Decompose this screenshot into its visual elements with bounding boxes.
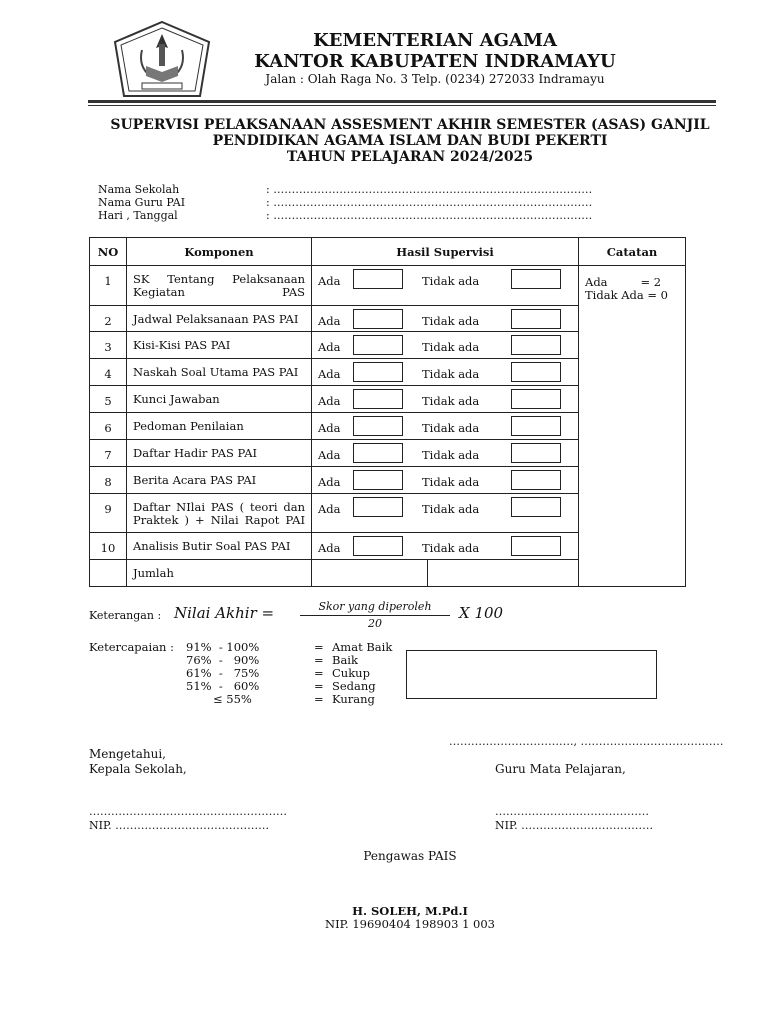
guru-nip-line: NIP. ……………………………… bbox=[495, 819, 654, 832]
ada-checkbox[interactable] bbox=[353, 416, 403, 436]
header-komponen: Komponen bbox=[127, 238, 312, 266]
tidak-checkbox[interactable] bbox=[511, 536, 561, 556]
row-no: 8 bbox=[90, 467, 127, 494]
header-divider-thin bbox=[88, 105, 716, 106]
row-komponen: Kisi-Kisi PAS PAI bbox=[127, 332, 312, 359]
keterangan-label: Keterangan : bbox=[89, 609, 162, 622]
level-range: 51% - 60% bbox=[186, 679, 260, 693]
ada-label: Ada bbox=[318, 274, 341, 288]
row-no: 5 bbox=[90, 386, 127, 413]
level-grade: Cukup bbox=[332, 666, 370, 680]
ada-label: Ada bbox=[318, 475, 341, 489]
pengawas-name: H. SOLEH, M.Pd.I bbox=[352, 904, 468, 918]
ketercapaian-label: Ketercapaian : bbox=[89, 640, 174, 654]
tidak-checkbox[interactable] bbox=[511, 443, 561, 463]
tidak-checkbox[interactable] bbox=[511, 309, 561, 329]
row-komponen: Daftar Hadir PAS PAI bbox=[127, 440, 312, 467]
pengawas-nip: NIP. 19690404 198903 1 003 bbox=[325, 917, 495, 931]
info-label-date: Hari , Tanggal bbox=[98, 209, 178, 222]
ada-label: Ada bbox=[318, 541, 341, 555]
catatan-line-2: Tidak Ada = 0 bbox=[585, 288, 668, 302]
level-eq: = bbox=[314, 692, 324, 706]
ada-checkbox[interactable] bbox=[353, 269, 403, 289]
formula-numerator: Skor yang diperoleh bbox=[318, 600, 432, 613]
row-no: 7 bbox=[90, 440, 127, 467]
formula-denominator: 20 bbox=[368, 617, 382, 630]
jumlah-ada-cell[interactable] bbox=[312, 560, 428, 587]
header-catatan: Catatan bbox=[579, 238, 686, 266]
ada-checkbox[interactable] bbox=[353, 443, 403, 463]
level-eq: = bbox=[314, 640, 324, 654]
ada-checkbox[interactable] bbox=[353, 389, 403, 409]
header-line-1: KEMENTERIAN AGAMA bbox=[313, 30, 557, 51]
supervision-table bbox=[89, 237, 686, 587]
jumlah-tidak-cell[interactable] bbox=[428, 560, 579, 587]
tidak-label: Tidak ada bbox=[422, 502, 480, 516]
tidak-checkbox[interactable] bbox=[511, 416, 561, 436]
row-no: 4 bbox=[90, 359, 127, 386]
header-divider-thick bbox=[88, 100, 716, 103]
formula-fraction-line bbox=[300, 615, 450, 616]
tidak-label: Tidak ada bbox=[422, 394, 480, 408]
row-no: 6 bbox=[90, 413, 127, 440]
result-box[interactable] bbox=[406, 650, 657, 699]
tidak-checkbox[interactable] bbox=[511, 470, 561, 490]
tidak-checkbox[interactable] bbox=[511, 269, 561, 289]
ada-label: Ada bbox=[318, 367, 341, 381]
tidak-checkbox[interactable] bbox=[511, 497, 561, 517]
tidak-label: Tidak ada bbox=[422, 475, 480, 489]
info-label-teacher: Nama Guru PAI bbox=[98, 196, 186, 209]
tidak-label: Tidak ada bbox=[422, 314, 480, 328]
info-value-teacher: : …………………………………………………………………………… bbox=[266, 196, 593, 209]
ada-label: Ada bbox=[318, 448, 341, 462]
ada-checkbox[interactable] bbox=[353, 309, 403, 329]
formula-lhs: Nilai Akhir = bbox=[174, 604, 275, 622]
tidak-checkbox[interactable] bbox=[511, 362, 561, 382]
jumlah-label: Jumlah bbox=[127, 560, 312, 587]
tidak-checkbox[interactable] bbox=[511, 389, 561, 409]
ada-label: Ada bbox=[318, 421, 341, 435]
row-no: 1 bbox=[90, 266, 127, 306]
row-komponen: Jadwal Pelaksanaan PAS PAI bbox=[127, 306, 312, 332]
ada-checkbox[interactable] bbox=[353, 335, 403, 355]
level-eq: = bbox=[314, 679, 324, 693]
place-date-line: ……………………………., ………………………………… bbox=[449, 735, 724, 748]
jumlah-no-cell bbox=[90, 560, 127, 587]
ada-checkbox[interactable] bbox=[353, 497, 403, 517]
level-range: ≤ 55% bbox=[213, 692, 252, 706]
pengawas-title: Pengawas PAIS bbox=[363, 849, 457, 863]
row-komponen: Naskah Soal Utama PAS PAI bbox=[127, 359, 312, 386]
catatan-cell bbox=[579, 266, 686, 587]
row-komponen: SK Tentang Pelaksanaan Kegiatan PAS bbox=[127, 266, 312, 306]
ada-label: Ada bbox=[318, 314, 341, 328]
ada-checkbox[interactable] bbox=[353, 536, 403, 556]
row-no: 3 bbox=[90, 332, 127, 359]
ada-checkbox[interactable] bbox=[353, 362, 403, 382]
level-range: 61% - 75% bbox=[186, 666, 260, 680]
tidak-label: Tidak ada bbox=[422, 541, 480, 555]
tidak-label: Tidak ada bbox=[422, 367, 480, 381]
row-no: 10 bbox=[90, 533, 127, 560]
row-komponen: Berita Acara PAS PAI bbox=[127, 467, 312, 494]
tidak-checkbox[interactable] bbox=[511, 335, 561, 355]
doc-title-line-3: TAHUN PELAJARAN 2024/2025 bbox=[286, 149, 534, 165]
catatan-line-1: Ada = 2 bbox=[585, 275, 662, 289]
row-no: 2 bbox=[90, 306, 127, 332]
ada-label: Ada bbox=[318, 394, 341, 408]
mengetahui-label: Mengetahui, bbox=[89, 747, 166, 761]
header-no: NO bbox=[90, 238, 127, 266]
guru-label: Guru Mata Pelajaran, bbox=[495, 762, 626, 776]
header-hasil: Hasil Supervisi bbox=[312, 238, 579, 266]
level-eq: = bbox=[314, 666, 324, 680]
header-line-2: KANTOR KABUPATEN INDRAMAYU bbox=[254, 51, 616, 72]
doc-title-line-1: SUPERVISI PELAKSANAAN ASSESMENT AKHIR SEMESTER (ASAS) GANJIL bbox=[110, 117, 710, 133]
ada-checkbox[interactable] bbox=[353, 470, 403, 490]
row-komponen: Kunci Jawaban bbox=[127, 386, 312, 413]
tidak-label: Tidak ada bbox=[422, 421, 480, 435]
level-eq: = bbox=[314, 653, 324, 667]
tidak-label: Tidak ada bbox=[422, 274, 480, 288]
level-range: 76% - 90% bbox=[186, 653, 260, 667]
info-value-date: : …………………………………………………………………………… bbox=[266, 209, 593, 222]
kepala-nip-line: NIP. …………………………………… bbox=[89, 819, 270, 832]
level-grade: Kurang bbox=[332, 692, 375, 706]
level-range: 91% - 100% bbox=[186, 640, 260, 654]
guru-name-line: …………………………………… bbox=[495, 805, 649, 818]
ada-label: Ada bbox=[318, 340, 341, 354]
row-no: 9 bbox=[90, 494, 127, 533]
row-komponen: Pedoman Penilaian bbox=[127, 413, 312, 440]
ada-label: Ada bbox=[318, 502, 341, 516]
doc-title-line-2: PENDIDIKAN AGAMA ISLAM DAN BUDI PEKERTI bbox=[212, 133, 608, 149]
header-address: Jalan : Olah Raga No. 3 Telp. (0234) 272033 Indramayu bbox=[265, 72, 605, 86]
tidak-label: Tidak ada bbox=[422, 340, 480, 354]
level-grade: Baik bbox=[332, 653, 358, 667]
kepala-sekolah-label: Kepala Sekolah, bbox=[89, 762, 187, 776]
row-komponen: Daftar NIlai PAS ( teori dan Praktek ) + Nilai Rapot PAI bbox=[127, 494, 312, 533]
tidak-label: Tidak ada bbox=[422, 448, 480, 462]
info-value-school: : …………………………………………………………………………… bbox=[266, 183, 593, 196]
info-label-school: Nama Sekolah bbox=[98, 183, 180, 196]
level-grade: Amat Baik bbox=[332, 640, 393, 654]
formula-rhs: X 100 bbox=[459, 604, 504, 622]
ministry-emblem-icon bbox=[112, 20, 212, 100]
kepala-name-line: ……………………………………………… bbox=[89, 805, 287, 818]
level-grade: Sedang bbox=[332, 679, 376, 693]
row-komponen: Analisis Butir Soal PAS PAI bbox=[127, 533, 312, 560]
table-row bbox=[90, 266, 686, 306]
